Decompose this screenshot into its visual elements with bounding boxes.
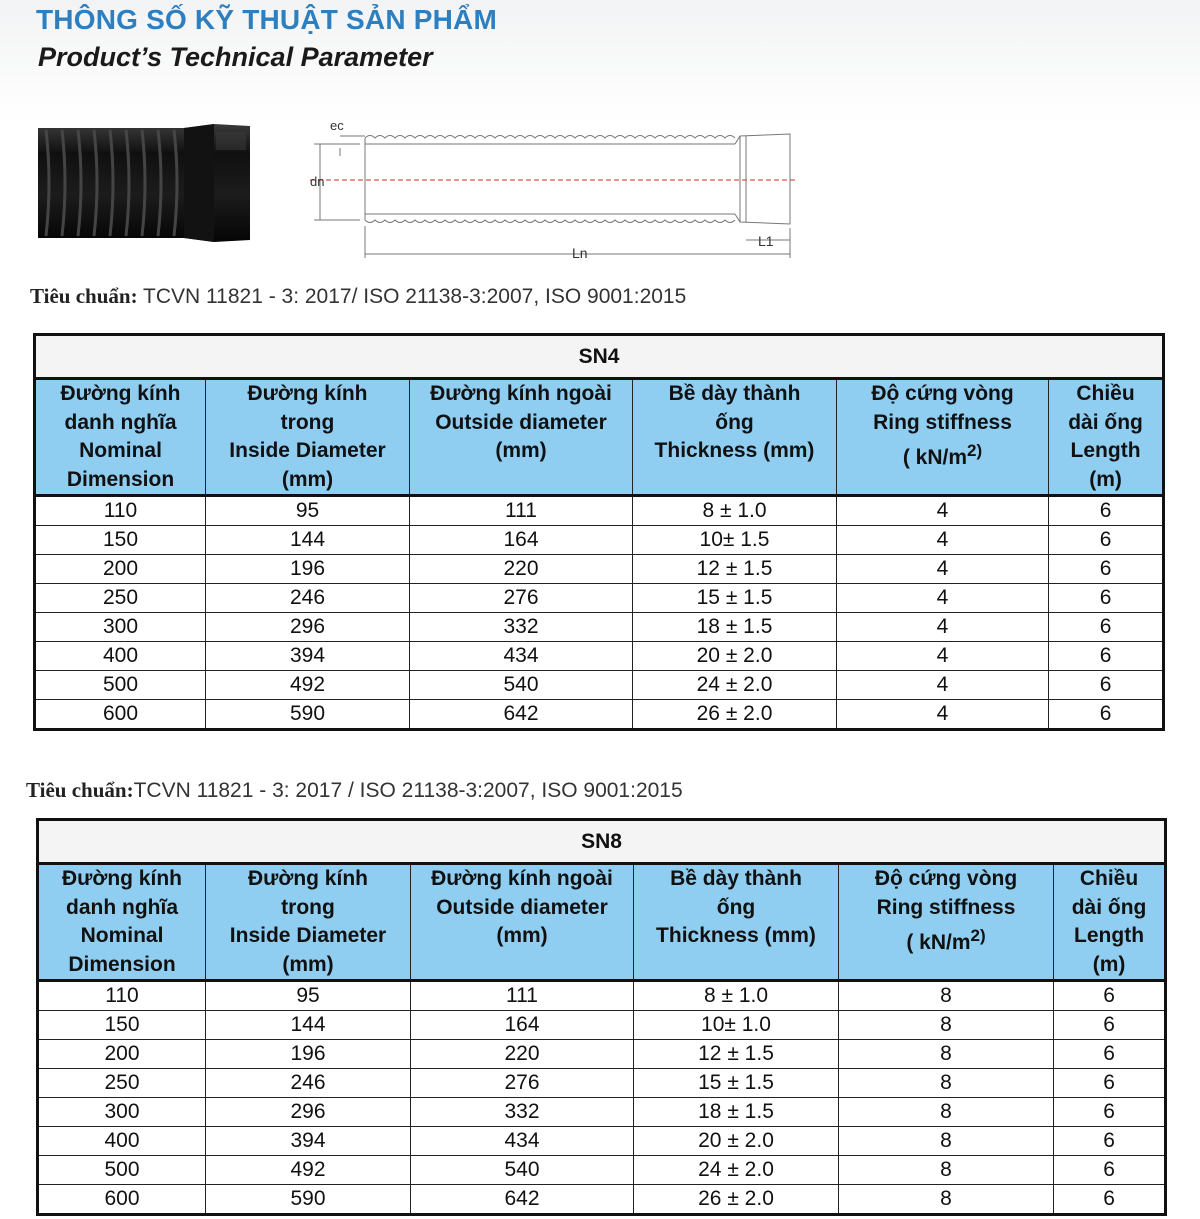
header-line: Length (1070, 439, 1141, 462)
cell-thickness: 12 ± 1.5 (634, 1040, 839, 1069)
header-line: (mm) (281, 467, 334, 491)
cell-nominal-dimension: 200 (38, 1040, 206, 1069)
standard-value: TCVN 11821 - 3: 2017 / ISO 21138-3:2007, ISO 9001:2015 (133, 779, 683, 802)
header-line: Bề dày thành (670, 867, 802, 890)
cell-thickness: 18 ± 1.5 (634, 1098, 839, 1127)
cell-length: 6 (1054, 1011, 1166, 1040)
header-line: dài ống (1071, 895, 1147, 919)
cell-inside-diameter: 196 (206, 555, 410, 584)
cell-inside-diameter: 95 (206, 981, 411, 1011)
header-line: Ring stiffness (873, 410, 1012, 434)
cell-nominal-dimension: 400 (38, 1127, 206, 1156)
cell-length: 6 (1054, 1069, 1166, 1098)
cell-inside-diameter: 196 (206, 1040, 411, 1069)
cell-length: 6 (1054, 1185, 1166, 1215)
cell-outside-diameter: 164 (410, 526, 633, 555)
cell-length: 6 (1054, 1098, 1166, 1127)
header-line: Outside diameter (435, 410, 607, 434)
cell-nominal-dimension: 110 (35, 496, 206, 526)
header-line (837, 437, 1048, 473)
standard-line-sn4 (30, 284, 686, 309)
header-line: Độ cứng vòng (874, 867, 1018, 890)
cell-nominal-dimension: 200 (35, 555, 206, 584)
table-row (35, 555, 1164, 584)
cell-outside-diameter: 332 (410, 613, 633, 642)
cell-thickness: 24 ± 2.0 (633, 671, 837, 700)
cell-ring-stiffness: 8 (839, 1098, 1054, 1127)
header-line: Dimension (66, 467, 175, 491)
cell-inside-diameter: 144 (206, 1011, 411, 1040)
table-row (35, 671, 1164, 700)
cell-inside-diameter: 95 (206, 496, 410, 526)
cell-thickness: 15 ± 1.5 (634, 1069, 839, 1098)
cell-outside-diameter: 642 (410, 700, 633, 730)
table-row (35, 642, 1164, 671)
cell-nominal-dimension: 500 (38, 1156, 206, 1185)
header-line: ống (715, 410, 754, 434)
table-title: SN8 (38, 820, 1166, 864)
header-line: Đường kính (60, 382, 181, 405)
header-line: Đường kính ngoài (431, 867, 613, 890)
table-row (38, 1011, 1166, 1040)
header-line: Đường kính (247, 382, 368, 405)
cell-thickness: 24 ± 2.0 (634, 1156, 839, 1185)
table-row (35, 613, 1164, 642)
cell-nominal-dimension: 300 (38, 1098, 206, 1127)
cell-outside-diameter: 434 (411, 1127, 634, 1156)
cell-length: 6 (1049, 642, 1164, 671)
cell-nominal-dimension: 150 (35, 526, 206, 555)
header-line: Nominal (80, 924, 164, 947)
header-line: Nominal (79, 439, 162, 462)
cell-ring-stiffness: 8 (839, 1127, 1054, 1156)
cell-inside-diameter: 394 (206, 642, 410, 671)
cell-inside-diameter: 492 (206, 671, 410, 700)
header-line: Bề dày thành (668, 382, 801, 405)
header-line: Inside Diameter (229, 924, 387, 947)
cell-inside-diameter: 394 (206, 1127, 411, 1156)
header-thickness (633, 379, 837, 496)
header-line: trong (281, 895, 335, 919)
cell-nominal-dimension: 500 (35, 671, 206, 700)
header-outside-diameter (411, 864, 634, 981)
cell-inside-diameter: 246 (206, 1069, 411, 1098)
page-title-vietnamese: THÔNG SỐ KỸ THUẬT SẢN PHẨM (36, 4, 497, 35)
cell-ring-stiffness: 4 (837, 526, 1049, 555)
table-body (38, 981, 1166, 1215)
cell-inside-diameter: 296 (206, 1098, 411, 1127)
cell-inside-diameter: 590 (206, 1185, 411, 1215)
header-line: (m) (1089, 467, 1122, 491)
cell-outside-diameter: 540 (410, 671, 633, 700)
pipe-technical-drawing (300, 108, 800, 268)
cell-thickness: 20 ± 2.0 (634, 1127, 839, 1156)
cell-ring-stiffness: 4 (837, 613, 1049, 642)
cell-outside-diameter: 276 (411, 1069, 634, 1098)
header-nominal-dimension (38, 864, 206, 981)
cell-length: 6 (1049, 496, 1164, 526)
table-row (38, 1127, 1166, 1156)
header-line-text: ( kN/m (902, 446, 968, 469)
header-outside-diameter (410, 379, 633, 496)
cell-ring-stiffness: 4 (837, 555, 1049, 584)
table-row (38, 1098, 1166, 1127)
cell-length: 6 (1049, 700, 1164, 730)
table-row (38, 1185, 1166, 1215)
cell-ring-stiffness: 4 (837, 496, 1049, 526)
cell-outside-diameter: 642 (411, 1185, 634, 1215)
header-inside-diameter (206, 379, 410, 496)
cell-outside-diameter: 332 (411, 1098, 634, 1127)
cell-inside-diameter: 590 (206, 700, 410, 730)
header-superscript: 2) (970, 926, 986, 945)
header-line: Ring stiffness (876, 895, 1016, 919)
cell-thickness: 26 ± 2.0 (634, 1185, 839, 1215)
cell-length: 6 (1049, 555, 1164, 584)
header-line: Đường kính (62, 867, 182, 890)
sn4-spec-table (33, 333, 1165, 731)
cell-thickness: 12 ± 1.5 (633, 555, 837, 584)
header-line: Chiều (1076, 382, 1135, 405)
header-ring-stiffness (839, 864, 1054, 981)
cell-thickness: 20 ± 2.0 (633, 642, 837, 671)
cell-nominal-dimension: 110 (38, 981, 206, 1011)
cell-ring-stiffness: 4 (837, 642, 1049, 671)
standard-line-sn8 (26, 778, 683, 803)
table-row (38, 1069, 1166, 1098)
cell-ring-stiffness: 4 (837, 671, 1049, 700)
cell-outside-diameter: 220 (411, 1040, 634, 1069)
header-line: Inside Diameter (229, 439, 386, 462)
cell-thickness: 26 ± 2.0 (633, 700, 837, 730)
cell-thickness: 10± 1.5 (633, 526, 837, 555)
table-row (38, 1156, 1166, 1185)
label-ec: ec (330, 118, 344, 133)
header-length (1049, 379, 1164, 496)
page-title-english: Product’s Technical Parameter (38, 42, 433, 72)
table-row (35, 700, 1164, 730)
header-line: Length (1074, 924, 1145, 947)
header-line: Dimension (68, 952, 176, 976)
cell-thickness: 8 ± 1.0 (634, 981, 839, 1011)
cell-outside-diameter: 220 (410, 555, 633, 584)
cell-outside-diameter: 164 (411, 1011, 634, 1040)
header-line: Đường kính ngoài (430, 382, 612, 405)
standard-label: Tiêu chuẩn: (26, 778, 134, 802)
cell-length: 6 (1049, 584, 1164, 613)
header-nominal-dimension (35, 379, 206, 496)
cell-ring-stiffness: 4 (837, 700, 1049, 730)
header-line-text: ( kN/m (906, 931, 971, 954)
header-line: Chiều (1079, 867, 1139, 890)
label-l1: L1 (758, 233, 774, 249)
header-line: (mm) (495, 439, 547, 462)
cell-inside-diameter: 492 (206, 1156, 411, 1185)
sn8-spec-table (36, 818, 1167, 1216)
table-title: SN4 (35, 335, 1164, 379)
cell-ring-stiffness: 8 (839, 1011, 1054, 1040)
table-row (35, 584, 1164, 613)
header-line: dài ống (1068, 410, 1143, 434)
cell-thickness: 10± 1.0 (634, 1011, 839, 1040)
header-ring-stiffness (837, 379, 1049, 496)
header-line: (mm) (496, 924, 548, 947)
cell-nominal-dimension: 300 (35, 613, 206, 642)
label-dn: dn (310, 174, 325, 189)
header-length (1054, 864, 1166, 981)
cell-nominal-dimension: 250 (38, 1069, 206, 1098)
cell-thickness: 18 ± 1.5 (633, 613, 837, 642)
cell-ring-stiffness: 8 (839, 1040, 1054, 1069)
cell-nominal-dimension: 150 (38, 1011, 206, 1040)
table-body (35, 496, 1164, 730)
cell-ring-stiffness: 8 (839, 1069, 1054, 1098)
header-line: Outside diameter (436, 895, 608, 919)
cell-outside-diameter: 434 (410, 642, 633, 671)
header-thickness (634, 864, 839, 981)
cell-outside-diameter: 111 (411, 981, 634, 1011)
cell-inside-diameter: 144 (206, 526, 410, 555)
cell-inside-diameter: 246 (206, 584, 410, 613)
header-superscript: 2) (967, 441, 983, 460)
cell-nominal-dimension: 600 (38, 1185, 206, 1215)
cell-length: 6 (1054, 1156, 1166, 1185)
cell-length: 6 (1054, 981, 1166, 1011)
cell-length: 6 (1049, 526, 1164, 555)
cell-thickness: 15 ± 1.5 (633, 584, 837, 613)
table-row (38, 981, 1166, 1011)
cell-length: 6 (1049, 613, 1164, 642)
cell-ring-stiffness: 4 (837, 584, 1049, 613)
header-line: (mm) (282, 952, 334, 976)
standard-value: TCVN 11821 - 3: 2017/ ISO 21138-3:2007, ISO 9001:2015 (137, 285, 687, 308)
table-row (35, 526, 1164, 555)
pipe-photo (34, 122, 250, 244)
header-line: ống (716, 895, 756, 919)
header-line (839, 922, 1053, 958)
header-line: danh nghĩa (66, 895, 178, 919)
cell-nominal-dimension: 600 (35, 700, 206, 730)
cell-ring-stiffness: 8 (839, 1185, 1054, 1215)
header-line: (m) (1092, 952, 1126, 976)
header-line: Độ cứng vòng (871, 382, 1014, 405)
cell-ring-stiffness: 8 (839, 1156, 1054, 1185)
header-line: Đường kính (248, 867, 368, 890)
table-header-row (35, 379, 1164, 496)
cell-nominal-dimension: 250 (35, 584, 206, 613)
label-ln: Ln (572, 245, 588, 261)
cell-length: 6 (1049, 671, 1164, 700)
header-line: Thickness (mm) (654, 439, 815, 462)
cell-inside-diameter: 296 (206, 613, 410, 642)
header-line: Thickness (mm) (656, 924, 816, 947)
table-row (38, 1040, 1166, 1069)
header-line: trong (280, 410, 335, 434)
table-header-row (38, 864, 1166, 981)
cell-thickness: 8 ± 1.0 (633, 496, 837, 526)
cell-ring-stiffness: 8 (839, 981, 1054, 1011)
table-row (35, 496, 1164, 526)
header-inside-diameter (206, 864, 411, 981)
cell-nominal-dimension: 400 (35, 642, 206, 671)
cell-outside-diameter: 540 (411, 1156, 634, 1185)
cell-length: 6 (1054, 1040, 1166, 1069)
header-line: danh nghĩa (64, 410, 177, 434)
cell-outside-diameter: 276 (410, 584, 633, 613)
standard-label: Tiêu chuẩn: (30, 284, 138, 308)
cell-outside-diameter: 111 (410, 496, 633, 526)
cell-length: 6 (1054, 1127, 1166, 1156)
